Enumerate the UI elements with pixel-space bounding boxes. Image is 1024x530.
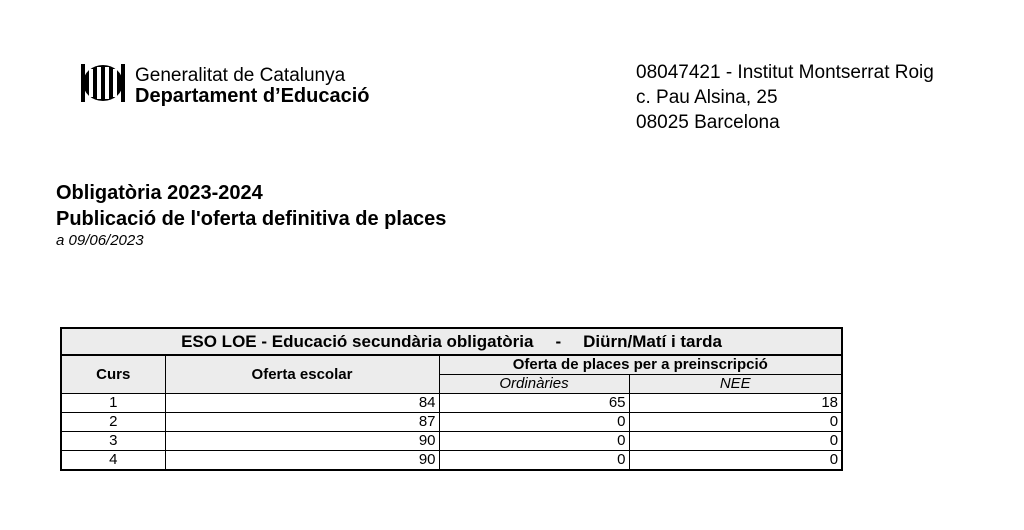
document-subtitle: Publicació de l'oferta definitiva de places [56, 208, 447, 230]
cell-oferta: 87 [165, 413, 439, 432]
table-row [61, 432, 842, 451]
column-header-oferta: Oferta escolar [165, 355, 439, 394]
table-row [61, 413, 842, 432]
school-city: 08025 Barcelona [636, 112, 780, 133]
cell-nee: 0 [629, 432, 842, 451]
cell-curs: 2 [61, 413, 165, 432]
cell-oferta: 84 [165, 394, 439, 413]
organization-header [135, 66, 370, 106]
places-offer-table [60, 327, 843, 471]
cell-ordinaries: 0 [439, 413, 629, 432]
school-street: c. Pau Alsina, 25 [636, 87, 778, 108]
school-code-name: 08047421 - Institut Montserrat Roig [636, 62, 934, 83]
cell-nee: 0 [629, 413, 842, 432]
cell-curs: 3 [61, 432, 165, 451]
table-row [61, 394, 842, 413]
table-title [61, 328, 842, 355]
department-name: Departament d’Educació [135, 85, 370, 107]
cell-oferta: 90 [165, 451, 439, 471]
cell-nee: 18 [629, 394, 842, 413]
document-headline [56, 180, 446, 250]
title-separator: - [555, 331, 562, 351]
org-name: Generalitat de Catalunya [135, 65, 346, 86]
cell-oferta: 90 [165, 432, 439, 451]
table-title-row [61, 328, 842, 355]
column-header-nee: NEE [629, 375, 842, 394]
document-date: a 09/06/2023 [56, 232, 144, 249]
cell-ordinaries: 65 [439, 394, 629, 413]
generalitat-logo-icon [80, 62, 126, 104]
generalitat-logo-graphic [80, 62, 126, 104]
schedule-name: Diürn/Matí i tarda [583, 331, 722, 351]
column-header-ordinaries: Ordinàries [439, 375, 629, 394]
column-header-curs: Curs [61, 355, 165, 394]
table-header-row [61, 355, 842, 375]
cell-ordinaries: 0 [439, 451, 629, 471]
cell-nee: 0 [629, 451, 842, 471]
cell-curs: 1 [61, 394, 165, 413]
cell-ordinaries: 0 [439, 432, 629, 451]
program-name: ESO LOE - Educació secundària obligatòria [181, 331, 534, 351]
document-title: Obligatòria 2023-2024 [56, 182, 263, 204]
cell-curs: 4 [61, 451, 165, 471]
school-address [636, 60, 934, 135]
table-row [61, 451, 842, 471]
column-header-group: Oferta de places per a preinscripció [439, 355, 842, 375]
